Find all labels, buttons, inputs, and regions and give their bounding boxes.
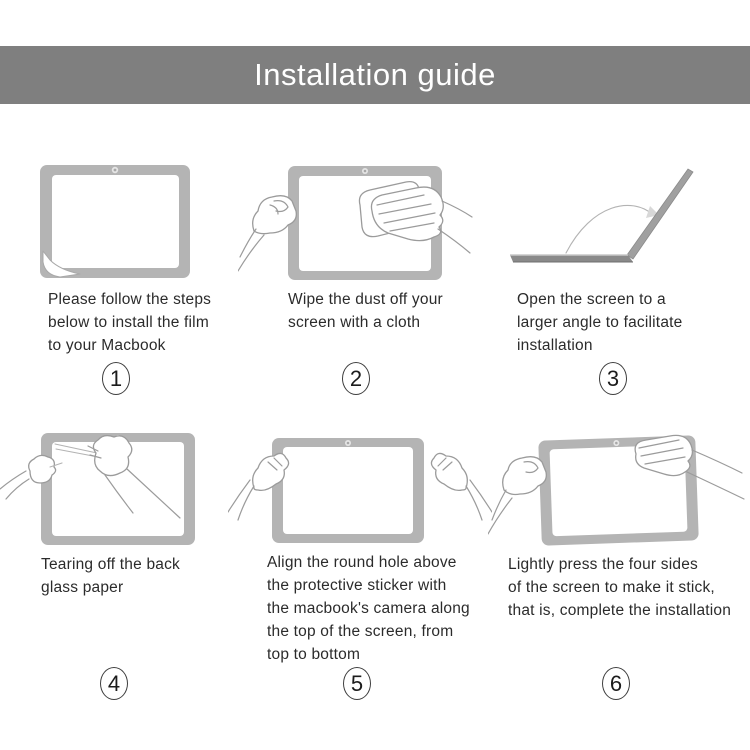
step4-caption: Tearing off the back glass paper	[41, 556, 180, 596]
step1-caption: Please follow the steps below to install the film to your Macbook	[48, 291, 212, 354]
step3-caption: Open the screen to a larger angle to facilitate installation	[517, 291, 683, 354]
align-film-two-hands-icon	[228, 428, 492, 553]
step-number: 5	[350, 670, 364, 696]
step-number: 3	[606, 365, 620, 391]
step2-number-badge	[342, 362, 370, 395]
step-number: 1	[109, 365, 123, 391]
step-number: 2	[349, 365, 363, 391]
step6-caption: Lightly press the four sides of the screen to make it stick, that is, complete the installation	[508, 556, 732, 619]
step2-caption: Wipe the dust off your screen with a cloth	[288, 291, 443, 331]
right-hand-icon	[431, 453, 492, 520]
step4-number-badge	[100, 667, 128, 700]
gripping-hand-icon	[238, 196, 296, 271]
header-bar	[0, 46, 750, 104]
step1-number-badge	[102, 362, 130, 395]
step-number: 4	[107, 670, 121, 696]
page-title: Installation guide	[254, 57, 496, 92]
step5-number-badge	[343, 667, 371, 700]
step-number: 6	[609, 670, 623, 696]
tear-backing-paper-icon	[0, 425, 215, 550]
step3-number-badge	[599, 362, 627, 395]
film-peeled-corner-icon	[38, 158, 194, 284]
gripping-hand-icon	[488, 457, 546, 534]
press-screen-edges-icon	[488, 428, 750, 553]
step6-number-badge	[602, 667, 630, 700]
step5-caption: Align the round hole above the protective sticker with the macbook's camera along the top of the screen, from top to bottom	[267, 554, 470, 663]
open-laptop-side-icon	[500, 155, 710, 275]
wipe-screen-cloth-icon	[238, 153, 474, 285]
